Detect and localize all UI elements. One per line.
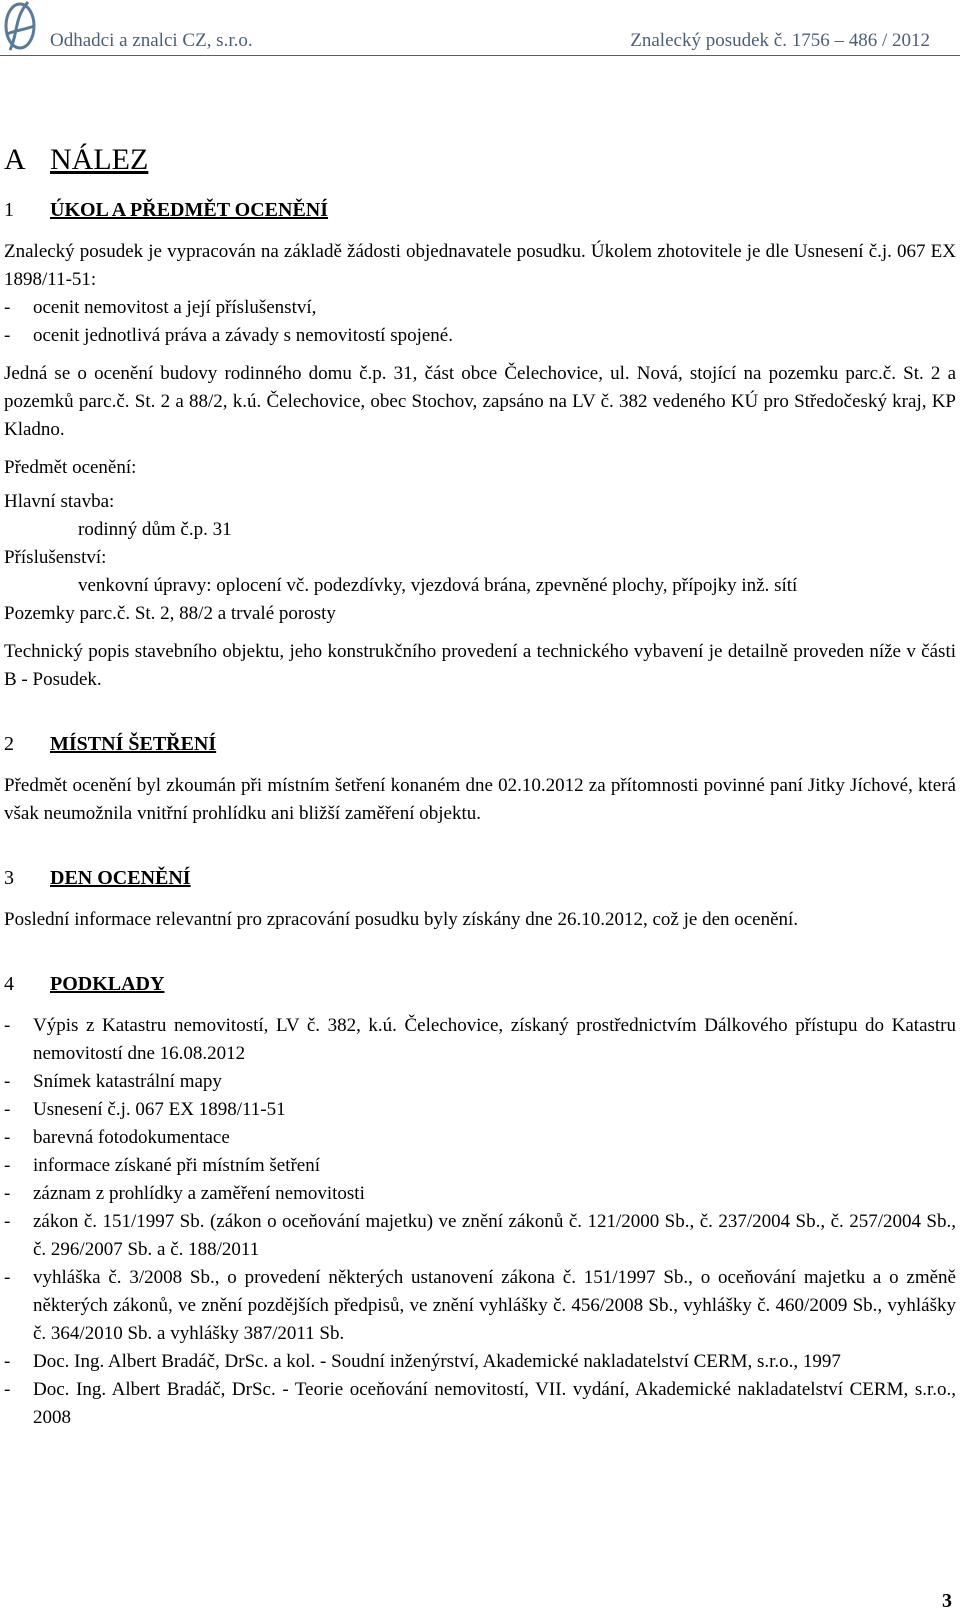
part-a-title: NÁLEZ xyxy=(50,143,149,176)
section-1-title: ÚKOL A PŘEDMĚT OCENĚNÍ xyxy=(50,199,329,221)
technical-note: Technický popis stavebního objektu, jeho konstrukčního provedení a technického vybavení je detailně proveden níže v části B - Posudek. xyxy=(4,641,956,690)
list-item: - ocenit jednotlivá práva a závady s nemovitostí spojené. xyxy=(4,322,956,350)
accessories-value: venkovní úpravy: oplocení vč. podezdívky, vjezdová brána, zpevněné plochy, přípojky inž. sítí xyxy=(78,575,798,596)
main-building-label: Hlavní stavba: xyxy=(4,491,115,512)
main-building-value: rodinný dům č.p. 31 xyxy=(78,519,232,540)
page-header xyxy=(0,0,960,56)
land-plots: Pozemky parc.č. St. 2, 88/2 a trvalé porosty xyxy=(4,603,336,624)
sources-list xyxy=(4,1012,956,1432)
part-a-letter: A xyxy=(4,143,26,176)
document-body xyxy=(4,140,956,1432)
task-list xyxy=(4,294,956,350)
section-1-intro: Znalecký posudek je vypracován na základě žádosti objednavatele posudku. Úkolem zhotovitele je dle Usnesení č.j. 067 EX 1898/11-51: xyxy=(4,241,956,290)
section-2-text: Předmět ocenění byl zkoumán při místním šetření konaném dne 02.10.2012 za přítomnosti povinné paní Jitky Jíchové, která však neumožnila vnitřní prohlídku ani bližší zaměření objektu. xyxy=(4,775,956,824)
section-3-number: 3 xyxy=(4,867,14,889)
section-2-number: 2 xyxy=(4,733,14,755)
list-item: - záznam z prohlídky a zaměření nemovitosti xyxy=(4,1180,956,1208)
section-4-number: 4 xyxy=(4,973,14,995)
property-description: Jedná se o ocenění budovy rodinného domu č.p. 31, část obce Čelechovice, ul. Nová, stojící na pozemku parc.č. St. 2 a pozemků parc.č. St. 2 a 88/2, k.ú. Čelechovice, obec Stochov, zapsáno na LV č. 382 vedeného KÚ pro Středočeský kraj, KP Kladno. xyxy=(4,363,956,440)
part-a-heading xyxy=(4,140,956,180)
section-3-text: Poslední informace relevantní pro zpracování posudku byly získány dne 26.10.2012, což je den ocenění. xyxy=(4,909,799,930)
section-4-heading xyxy=(4,970,956,998)
list-item: - vyhláška č. 3/2008 Sb., o provedení některých ustanovení zákona č. 151/1997 Sb., o oceňování majetku a o změně některých zákonů, ve znění pozdějších předpisů, ve znění vyhlášky č. 456/2008 Sb., vyhlášky č. 460/2009 Sb., vyhlášky č. 364/2010 Sb. a vyhlášky 387/2011 Sb. xyxy=(4,1264,956,1348)
list-item: - barevná fotodokumentace xyxy=(4,1124,956,1152)
section-2-title: MÍSTNÍ ŠETŘENÍ xyxy=(50,733,217,755)
company-logo-icon xyxy=(4,0,36,52)
header-report-reference: Znalecký posudek č. 1756 – 486 / 2012 xyxy=(630,30,930,51)
list-item: - informace získané při místním šetření xyxy=(4,1152,956,1180)
list-item: - Doc. Ing. Albert Bradáč, DrSc. - Teorie oceňování nemovitostí, VII. vydání, Akademické nakladatelství CERM, s.r.o., 2008 xyxy=(4,1376,956,1432)
section-1-number: 1 xyxy=(4,199,14,221)
header-divider xyxy=(0,55,960,56)
section-4-title: PODKLADY xyxy=(50,973,165,995)
list-item: - zákon č. 151/1997 Sb. (zákon o oceňování majetku) ve znění zákonů č. 121/2000 Sb., č. 237/2004 Sb., č. 257/2004 Sb., č. 296/2007 Sb. a č. 188/2011 xyxy=(4,1208,956,1264)
page-number: 3 xyxy=(942,1590,952,1612)
section-3-title: DEN OCENĚNÍ xyxy=(50,867,191,889)
list-item: - Doc. Ing. Albert Bradáč, DrSc. a kol. - Soudní inženýrství, Akademické nakladatelství CERM, s.r.o., 1997 xyxy=(4,1348,956,1376)
list-item: - Výpis z Katastru nemovitostí, LV č. 382, k.ú. Čelechovice, získaný prostřednictvím Dálkového přístupu do Katastru nemovitostí dne 16.08.2012 xyxy=(4,1012,956,1068)
header-company-name: Odhadci a znalci CZ, s.r.o. xyxy=(50,30,253,51)
subject-label: Předmět ocenění: xyxy=(4,457,137,478)
list-item: - Snímek katastrální mapy xyxy=(4,1068,956,1096)
section-3-heading xyxy=(4,864,956,892)
accessories-label: Příslušenství: xyxy=(4,547,107,568)
section-1-heading xyxy=(4,196,956,224)
section-2-heading xyxy=(4,730,956,758)
list-item: - ocenit nemovitost a její příslušenství, xyxy=(4,294,956,322)
list-item: - Usnesení č.j. 067 EX 1898/11-51 xyxy=(4,1096,956,1124)
